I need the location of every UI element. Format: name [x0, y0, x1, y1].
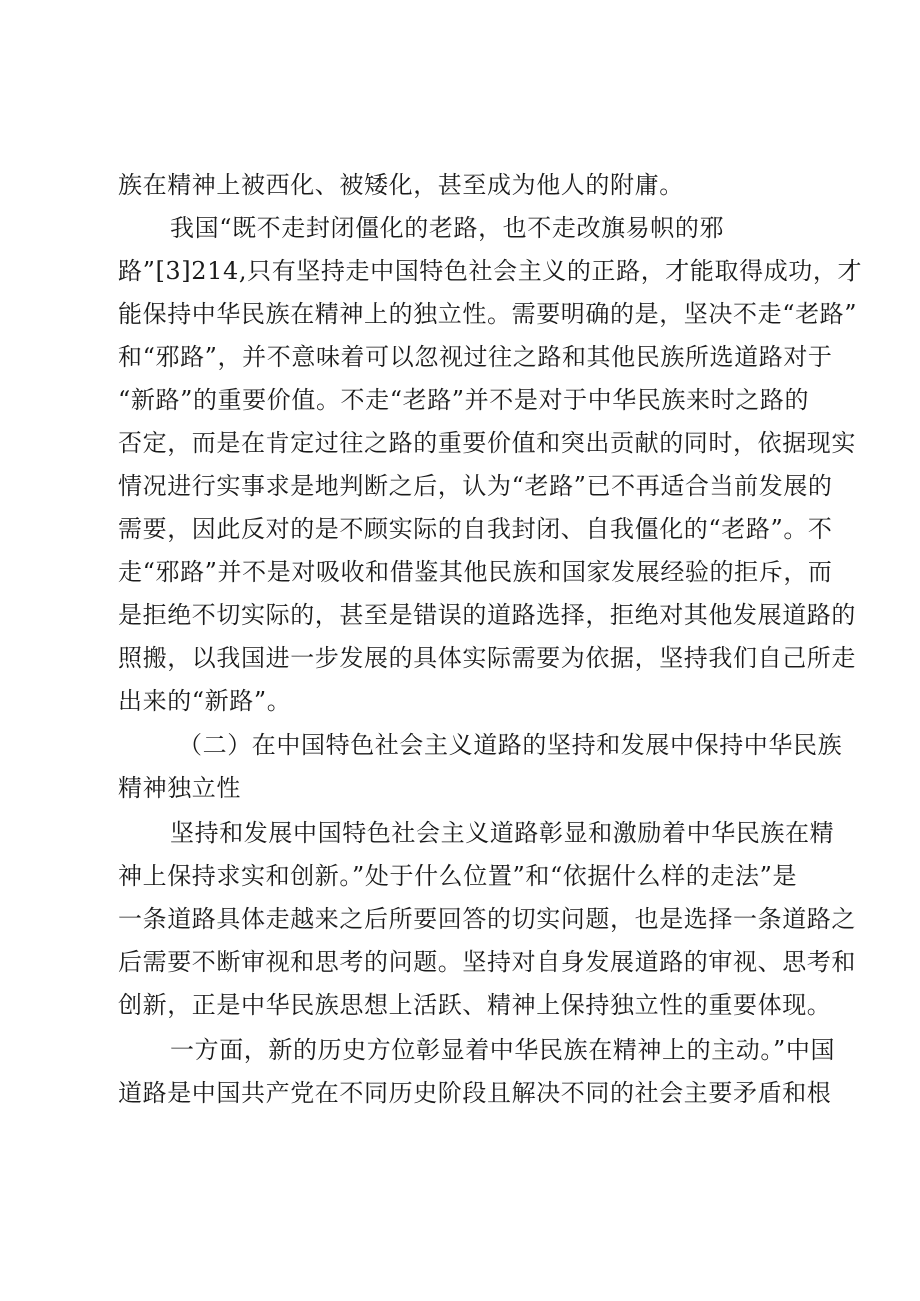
paragraph-line: 走“邪路”并不是对吸收和借鉴其他民族和国家发展经验的拒斥，而 [118, 558, 833, 586]
paragraph-line: 后需要不断审视和思考的问题。坚持对自身发展道路的审视、思考和 [118, 948, 856, 976]
paragraph-line: 一条道路具体走越来之后所要回答的切实问题，也是选择一条道路之 [118, 905, 856, 933]
paragraph-line: 否定，而是在肯定过往之路的重要价值和突出贡献的同时，依据现实 [118, 429, 856, 457]
paragraph-line: 路”[3]214,只有坚持走中国特色社会主义的正路，才能取得成功，才 [118, 257, 863, 285]
section-heading-continuation: 精神独立性 [118, 774, 241, 802]
paragraph-line: 能保持中华民族在精神上的独立性。需要明确的是，坚决不走“老路” [118, 300, 858, 328]
paragraph-line: “新路”的重要价值。不走“老路”并不是对于中华民族来时之路的 [118, 386, 810, 414]
section-heading: （二）在中国特色社会主义道路的坚持和发展中保持中华民族 [178, 731, 843, 759]
paragraph-line: 创新，正是中华民族思想上活跃、精神上保持独立性的重要体现。 [118, 991, 832, 1019]
paragraph-line: 和“邪路”，并不意味着可以忽视过往之路和其他民族所选道路对于 [118, 343, 833, 371]
paragraph-line: 一方面，新的历史方位彰显着中华民族在精神上的主动。”中国 [170, 1036, 836, 1064]
paragraph-line: 族在精神上被西化、被矮化，甚至成为他人的附庸。 [118, 171, 684, 199]
paragraph-line: 坚持和发展中国特色社会主义道路彰显和激励着中华民族在精 [170, 819, 835, 847]
paragraph-line: 照搬，以我国进一步发展的具体实际需要为依据，坚持我们自己所走 [118, 644, 856, 672]
paragraph-line: 道路是中国共产党在不同历史阶段且解决不同的社会主要矛盾和根 [118, 1079, 832, 1107]
paragraph-line: 情况进行实事求是地判断之后，认为“老路”已不再适合当前发展的 [118, 472, 833, 500]
paragraph-line: 需要，因此反对的是不顾实际的自我封闭、自我僵化的“老路”。不 [118, 515, 833, 543]
paragraph-line: 出来的“新路”。 [118, 687, 292, 715]
paragraph-line: 我国“既不走封闭僵化的老路，也不走改旗易帜的邪 [170, 214, 725, 242]
paragraph-line: 是拒绝不切实际的，甚至是错误的道路选择，拒绝对其他发展道路的 [118, 601, 856, 629]
paragraph-line: 神上保持求实和创新。”处于什么位置”和“依据什么样的走法”是 [118, 862, 798, 890]
